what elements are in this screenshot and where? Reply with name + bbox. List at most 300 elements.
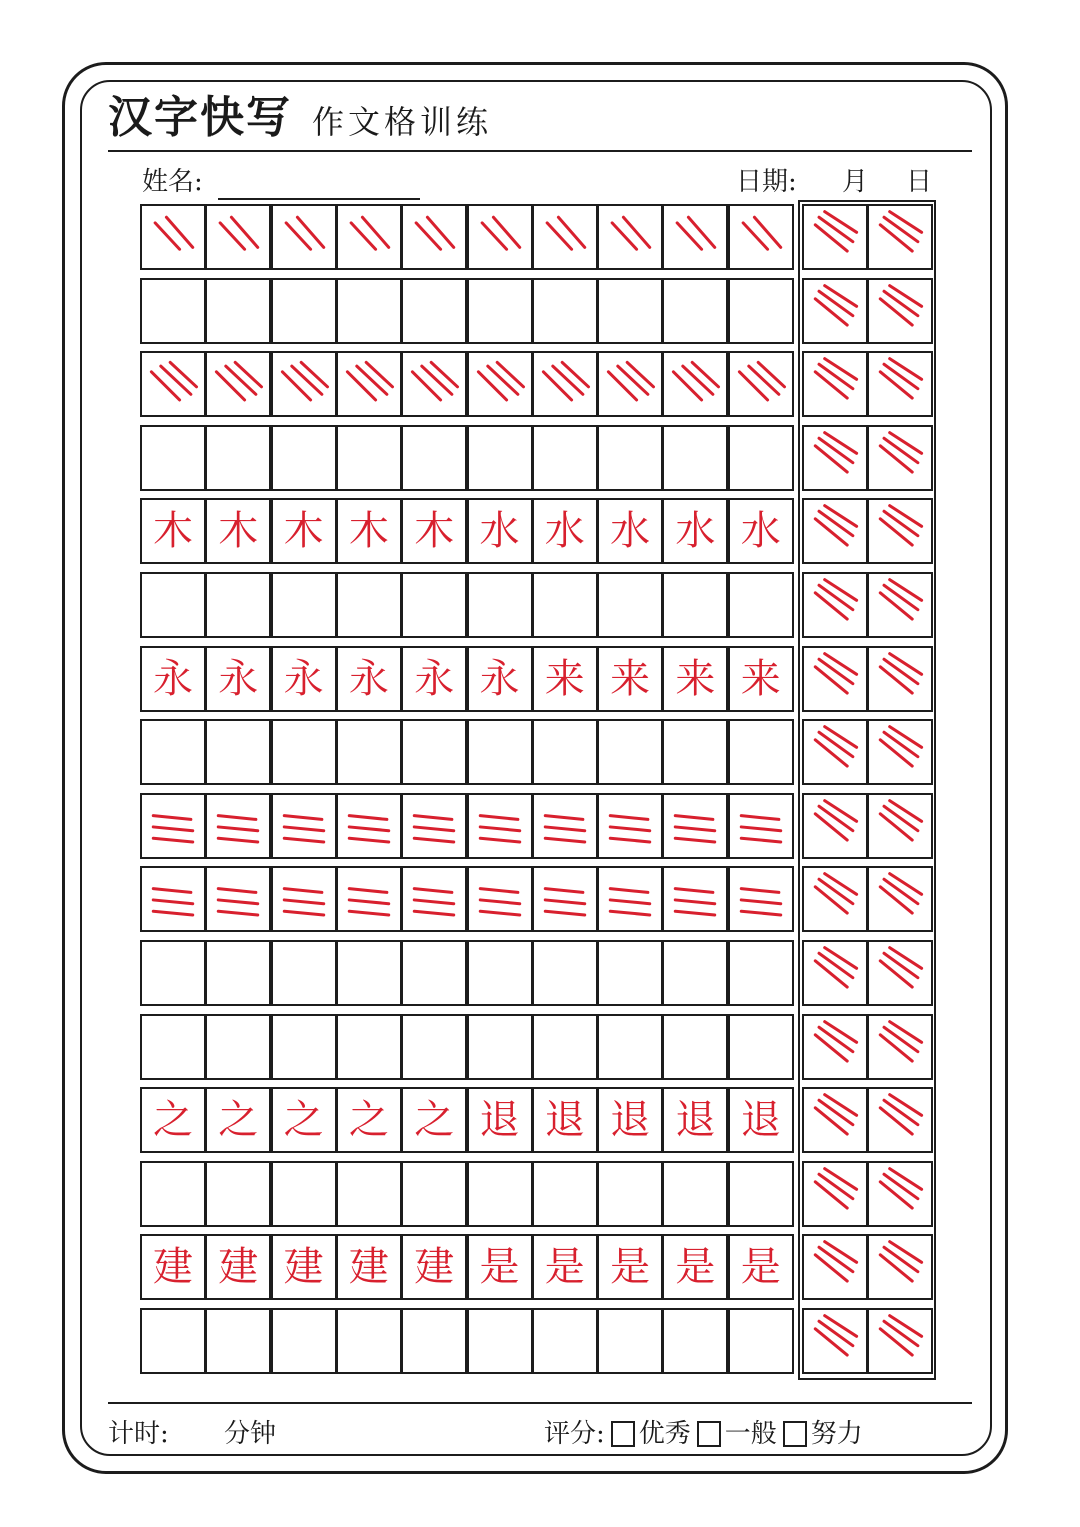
trace-stroke — [414, 815, 452, 819]
trace-stroke — [819, 1174, 853, 1198]
trace-character: 退 — [740, 1097, 781, 1144]
practice-cell[interactable] — [140, 1234, 206, 1300]
practice-cell[interactable] — [205, 646, 271, 712]
practice-cell[interactable] — [336, 278, 402, 344]
practice-cell[interactable] — [662, 940, 728, 1006]
practice-cell[interactable] — [336, 866, 402, 932]
trace-stroke — [545, 827, 584, 831]
trace-character: 永 — [414, 655, 455, 702]
score-checkbox-average[interactable] — [697, 1421, 721, 1447]
practice-cell[interactable] — [532, 940, 598, 1006]
practice-cell[interactable] — [532, 1308, 598, 1374]
trace-stroke — [825, 1095, 857, 1116]
practice-cell[interactable] — [728, 646, 794, 712]
practice-cell[interactable] — [597, 719, 663, 785]
side-practice-cell[interactable] — [802, 425, 868, 491]
practice-cell[interactable] — [271, 940, 337, 1006]
practice-cell[interactable] — [532, 204, 598, 270]
practice-cell[interactable] — [401, 866, 467, 932]
practice-cell[interactable] — [467, 1161, 533, 1227]
stroke-practice-icon — [207, 795, 269, 857]
practice-cell[interactable] — [467, 1234, 533, 1300]
practice-cell[interactable] — [271, 866, 337, 932]
trace-stroke — [232, 217, 258, 247]
stroke-practice-icon — [534, 353, 596, 415]
stroke-practice-icon — [534, 795, 596, 857]
practice-cell[interactable] — [532, 1234, 598, 1300]
practice-cell[interactable] — [728, 351, 794, 417]
practice-cell[interactable] — [597, 1234, 663, 1300]
side-practice-cell[interactable] — [867, 498, 933, 564]
practice-cell[interactable] — [597, 498, 663, 564]
score-checkbox-excellent[interactable] — [611, 1421, 635, 1447]
trace-character: 永 — [479, 655, 520, 702]
trace-stroke — [825, 359, 857, 380]
practice-cell[interactable] — [401, 498, 467, 564]
trace-stroke — [741, 827, 780, 831]
trace-stroke — [884, 291, 918, 315]
practice-cell[interactable] — [662, 719, 728, 785]
practice-cell[interactable] — [205, 1014, 271, 1080]
practice-cell[interactable] — [467, 572, 533, 638]
practice-cell[interactable] — [597, 351, 663, 417]
stroke-practice-icon — [804, 1163, 866, 1225]
practice-cell[interactable] — [140, 646, 206, 712]
practice-cell[interactable] — [662, 793, 728, 859]
practice-cell[interactable] — [728, 278, 794, 344]
practice-cell[interactable] — [205, 204, 271, 270]
practice-cell[interactable] — [532, 351, 598, 417]
trace-stroke — [880, 446, 912, 472]
practice-cell[interactable] — [467, 204, 533, 270]
practice-cell[interactable] — [662, 1234, 728, 1300]
trace-stroke — [153, 912, 192, 916]
trace-stroke — [880, 887, 912, 913]
side-practice-cell[interactable] — [867, 204, 933, 270]
stroke-practice-icon — [869, 1310, 931, 1372]
practice-cell[interactable] — [467, 498, 533, 564]
trace-stroke — [825, 432, 857, 453]
practice-cell[interactable] — [728, 1308, 794, 1374]
practice-cell[interactable] — [205, 1308, 271, 1374]
stroke-practice-icon — [869, 868, 931, 930]
practice-cell[interactable] — [597, 204, 663, 270]
side-practice-cell[interactable] — [867, 351, 933, 417]
trace-stroke — [890, 1168, 922, 1189]
trace-stroke — [880, 372, 912, 398]
trace-stroke — [545, 912, 584, 916]
practice-cell[interactable] — [205, 719, 271, 785]
practice-cell[interactable] — [662, 351, 728, 417]
practice-cell[interactable] — [271, 1234, 337, 1300]
practice-cell[interactable] — [467, 351, 533, 417]
practice-cell[interactable] — [662, 498, 728, 564]
side-practice-cell[interactable] — [802, 1161, 868, 1227]
trace-stroke — [739, 372, 767, 400]
practice-cell[interactable] — [140, 1161, 206, 1227]
practice-cell[interactable] — [205, 1234, 271, 1300]
practice-cell[interactable] — [401, 572, 467, 638]
trace-stroke — [819, 1248, 853, 1272]
practice-cell[interactable] — [401, 1161, 467, 1227]
practice-cell[interactable] — [662, 646, 728, 712]
trace-stroke — [545, 838, 584, 842]
side-practice-cell[interactable] — [802, 793, 868, 859]
trace-stroke — [414, 900, 453, 904]
practice-cell[interactable] — [140, 425, 206, 491]
practice-cell[interactable] — [467, 793, 533, 859]
trace-stroke — [884, 1321, 918, 1345]
practice-cell[interactable] — [532, 866, 598, 932]
practice-cell[interactable] — [662, 1087, 728, 1153]
trace-stroke — [676, 827, 715, 831]
practice-cell[interactable] — [728, 204, 794, 270]
practice-cell[interactable] — [728, 719, 794, 785]
practice-cell[interactable] — [271, 646, 337, 712]
practice-cell[interactable] — [467, 1014, 533, 1080]
practice-cell[interactable] — [662, 1308, 728, 1374]
practice-cell[interactable] — [728, 572, 794, 638]
stroke-practice-icon — [207, 868, 269, 930]
practice-cell[interactable] — [140, 278, 206, 344]
practice-cell[interactable] — [467, 866, 533, 932]
side-practice-cell[interactable] — [802, 866, 868, 932]
side-practice-cell[interactable] — [802, 351, 868, 417]
trace-stroke — [884, 659, 918, 683]
name-input-line[interactable] — [218, 198, 420, 200]
trace-stroke — [431, 363, 457, 387]
practice-cell[interactable] — [401, 278, 467, 344]
trace-stroke — [884, 732, 918, 756]
trace-stroke — [758, 363, 784, 387]
practice-cell[interactable] — [271, 1308, 337, 1374]
practice-cell[interactable] — [728, 425, 794, 491]
side-practice-cell[interactable] — [867, 1161, 933, 1227]
side-practice-cell[interactable] — [802, 1087, 868, 1153]
side-practice-cell[interactable] — [802, 1014, 868, 1080]
trace-stroke — [166, 217, 192, 247]
practice-cell[interactable] — [140, 793, 206, 859]
practice-cell[interactable] — [597, 1014, 663, 1080]
stroke-practice-icon — [664, 868, 726, 930]
side-practice-cell[interactable] — [802, 1234, 868, 1300]
practice-cell[interactable] — [336, 719, 402, 785]
practice-cell[interactable] — [401, 425, 467, 491]
trace-stroke — [880, 666, 912, 692]
practice-cell[interactable] — [140, 204, 206, 270]
trace-stroke — [478, 372, 506, 400]
practice-cell[interactable] — [401, 1087, 467, 1153]
trace-stroke — [890, 1316, 922, 1337]
practice-cell[interactable] — [728, 940, 794, 1006]
practice-cell[interactable] — [140, 572, 206, 638]
side-practice-cell[interactable] — [867, 278, 933, 344]
practice-cell[interactable] — [597, 572, 663, 638]
practice-cell[interactable] — [532, 278, 598, 344]
trace-character: 建 — [414, 1244, 455, 1291]
side-practice-cell[interactable] — [867, 425, 933, 491]
name-label: 姓名: — [142, 167, 203, 197]
trace-stroke — [825, 727, 857, 748]
practice-cell[interactable] — [271, 1087, 337, 1153]
trace-stroke — [349, 912, 388, 916]
practice-cell[interactable] — [532, 1014, 598, 1080]
practice-cell[interactable] — [662, 204, 728, 270]
side-practice-cell[interactable] — [867, 719, 933, 785]
practice-cell[interactable] — [271, 793, 337, 859]
side-practice-cell[interactable] — [867, 1014, 933, 1080]
practice-cell[interactable] — [532, 719, 598, 785]
practice-cell[interactable] — [205, 425, 271, 491]
practice-cell[interactable] — [467, 425, 533, 491]
practice-cell[interactable] — [205, 793, 271, 859]
stroke-practice-icon — [664, 206, 726, 268]
practice-cell[interactable] — [336, 1308, 402, 1374]
trace-stroke — [890, 212, 922, 233]
trace-stroke — [890, 432, 922, 453]
side-practice-cell[interactable] — [802, 1308, 868, 1374]
practice-cell[interactable] — [140, 866, 206, 932]
practice-cell[interactable] — [728, 793, 794, 859]
practice-cell[interactable] — [467, 940, 533, 1006]
stroke-practice-icon — [869, 280, 931, 342]
practice-cell[interactable] — [532, 1161, 598, 1227]
practice-cell[interactable] — [140, 1014, 206, 1080]
practice-cell[interactable] — [597, 940, 663, 1006]
trace-character: 建 — [283, 1244, 324, 1291]
practice-cell[interactable] — [336, 793, 402, 859]
stroke-practice-icon — [804, 1236, 866, 1298]
score-checkbox-effort[interactable] — [783, 1421, 807, 1447]
practice-cell[interactable] — [336, 351, 402, 417]
practice-cell[interactable] — [728, 1087, 794, 1153]
practice-cell[interactable] — [271, 204, 337, 270]
stroke-practice-icon — [730, 795, 792, 857]
trace-stroke — [543, 372, 571, 400]
practice-cell[interactable] — [532, 1087, 598, 1153]
practice-cell[interactable] — [140, 1308, 206, 1374]
stroke-practice-icon — [273, 795, 335, 857]
stroke-practice-icon — [403, 353, 465, 415]
trace-stroke — [890, 874, 922, 895]
stroke-practice-icon — [804, 500, 866, 562]
stroke-practice-icon — [469, 353, 531, 415]
stroke-practice-icon — [869, 648, 931, 710]
practice-cell[interactable] — [336, 498, 402, 564]
practice-cell[interactable] — [336, 1087, 402, 1153]
trace-stroke — [884, 585, 918, 609]
practice-cell[interactable] — [271, 278, 337, 344]
stroke-practice-icon — [534, 206, 596, 268]
practice-cell[interactable] — [467, 278, 533, 344]
trace-stroke — [890, 359, 922, 380]
practice-cell[interactable] — [205, 572, 271, 638]
stroke-practice-icon — [804, 1089, 866, 1151]
practice-cell[interactable] — [597, 1308, 663, 1374]
trace-stroke — [480, 815, 518, 819]
practice-cell[interactable] — [401, 204, 467, 270]
practice-cell[interactable] — [140, 351, 206, 417]
score-option-effort: 努力 — [810, 1419, 863, 1449]
trace-character: 木 — [348, 508, 389, 555]
practice-cell[interactable] — [205, 351, 271, 417]
practice-cell[interactable] — [597, 278, 663, 344]
header-divider — [108, 150, 972, 152]
side-practice-cell[interactable] — [867, 1087, 933, 1153]
practice-cell[interactable] — [662, 1161, 728, 1227]
practice-cell[interactable] — [205, 940, 271, 1006]
practice-cell[interactable] — [532, 572, 598, 638]
practice-cell[interactable] — [728, 498, 794, 564]
trace-stroke — [884, 1100, 918, 1124]
trace-stroke — [545, 815, 583, 819]
practice-cell[interactable] — [205, 1087, 271, 1153]
practice-cell[interactable] — [401, 646, 467, 712]
trace-stroke — [235, 363, 261, 387]
practice-cell[interactable] — [597, 866, 663, 932]
trace-stroke — [819, 364, 853, 388]
practice-cell[interactable] — [467, 1308, 533, 1374]
trace-stroke — [890, 506, 922, 527]
practice-cell[interactable] — [271, 1161, 337, 1227]
practice-cell[interactable] — [662, 572, 728, 638]
practice-cell[interactable] — [271, 425, 337, 491]
trace-stroke — [497, 363, 523, 387]
stroke-practice-icon — [338, 353, 400, 415]
trace-character: 之 — [153, 1097, 193, 1144]
practice-cell[interactable] — [662, 866, 728, 932]
side-practice-cell[interactable] — [802, 719, 868, 785]
trace-stroke — [545, 900, 584, 904]
practice-cell[interactable] — [728, 1014, 794, 1080]
practice-cell[interactable] — [205, 1161, 271, 1227]
practice-cell[interactable] — [401, 351, 467, 417]
trace-character: 退 — [610, 1097, 651, 1144]
practice-cell[interactable] — [205, 498, 271, 564]
practice-cell[interactable] — [467, 1087, 533, 1153]
practice-cell[interactable] — [271, 719, 337, 785]
practice-cell[interactable] — [271, 572, 337, 638]
trace-stroke — [153, 838, 192, 842]
side-practice-cell[interactable] — [867, 646, 933, 712]
practice-cell[interactable] — [140, 719, 206, 785]
practice-cell[interactable] — [597, 793, 663, 859]
practice-cell[interactable] — [401, 793, 467, 859]
stroke-practice-icon — [469, 206, 531, 268]
stroke-practice-icon — [534, 868, 596, 930]
practice-cell[interactable] — [728, 1161, 794, 1227]
stroke-practice-icon — [869, 206, 931, 268]
trace-stroke — [815, 1108, 847, 1134]
side-practice-cell[interactable] — [802, 940, 868, 1006]
trace-stroke — [825, 874, 857, 895]
side-practice-cell[interactable] — [867, 793, 933, 859]
side-practice-cell[interactable] — [802, 646, 868, 712]
practice-cell[interactable] — [532, 498, 598, 564]
trace-stroke — [890, 1021, 922, 1042]
stroke-practice-icon — [869, 427, 931, 489]
trace-stroke — [825, 1242, 857, 1263]
stroke-practice-icon — [469, 868, 531, 930]
practice-cell[interactable] — [336, 1234, 402, 1300]
practice-cell[interactable] — [271, 498, 337, 564]
practice-cell[interactable] — [662, 425, 728, 491]
stroke-practice-icon — [804, 574, 866, 636]
side-practice-cell[interactable] — [867, 572, 933, 638]
practice-cell[interactable] — [271, 1014, 337, 1080]
side-practice-cell[interactable] — [802, 498, 868, 564]
trace-character: 之 — [218, 1097, 259, 1144]
trace-stroke — [558, 217, 584, 247]
practice-cell[interactable] — [336, 1014, 402, 1080]
practice-cell[interactable] — [336, 572, 402, 638]
practice-cell[interactable] — [532, 425, 598, 491]
practice-cell[interactable] — [597, 646, 663, 712]
trace-character: 退 — [675, 1097, 716, 1144]
practice-cell[interactable] — [532, 646, 598, 712]
practice-cell[interactable] — [336, 1161, 402, 1227]
practice-cell[interactable] — [467, 719, 533, 785]
practice-cell[interactable] — [336, 204, 402, 270]
trace-stroke — [815, 1034, 847, 1060]
practice-cell[interactable] — [662, 1014, 728, 1080]
trace-stroke — [880, 1034, 912, 1060]
side-practice-cell[interactable] — [802, 572, 868, 638]
practice-cell[interactable] — [401, 940, 467, 1006]
practice-cell[interactable] — [140, 1087, 206, 1153]
practice-cell[interactable] — [401, 719, 467, 785]
side-practice-cell[interactable] — [867, 940, 933, 1006]
practice-cell[interactable] — [532, 793, 598, 859]
trace-stroke — [880, 1329, 912, 1355]
practice-cell[interactable] — [140, 940, 206, 1006]
practice-cell[interactable] — [401, 1014, 467, 1080]
practice-cell[interactable] — [597, 1087, 663, 1153]
practice-cell[interactable] — [597, 425, 663, 491]
practice-cell[interactable] — [401, 1308, 467, 1374]
side-practice-cell[interactable] — [867, 866, 933, 932]
trace-stroke — [493, 217, 519, 247]
trace-stroke — [674, 372, 702, 400]
date-label: 日期: — [736, 167, 797, 197]
trace-stroke — [226, 366, 256, 394]
practice-cell[interactable] — [597, 1161, 663, 1227]
side-practice-cell[interactable] — [867, 1308, 933, 1374]
practice-cell[interactable] — [336, 940, 402, 1006]
trace-stroke — [693, 363, 719, 387]
practice-cell[interactable] — [271, 351, 337, 417]
side-practice-cell[interactable] — [867, 1234, 933, 1300]
practice-cell[interactable] — [336, 646, 402, 712]
trace-stroke — [297, 217, 323, 247]
practice-cell[interactable] — [205, 866, 271, 932]
practice-cell[interactable] — [205, 278, 271, 344]
practice-cell[interactable] — [662, 278, 728, 344]
trace-character: 来 — [675, 655, 716, 702]
practice-cell[interactable] — [467, 646, 533, 712]
practice-cell[interactable] — [140, 498, 206, 564]
practice-cell[interactable] — [728, 866, 794, 932]
stroke-practice-icon — [207, 206, 269, 268]
practice-cell[interactable] — [401, 1234, 467, 1300]
trace-stroke — [815, 814, 847, 840]
practice-cell[interactable] — [336, 425, 402, 491]
side-practice-cell[interactable] — [802, 204, 868, 270]
trace-stroke — [161, 366, 191, 394]
practice-cell[interactable] — [728, 1234, 794, 1300]
side-practice-cell[interactable] — [802, 278, 868, 344]
trace-character: 是 — [479, 1244, 520, 1291]
